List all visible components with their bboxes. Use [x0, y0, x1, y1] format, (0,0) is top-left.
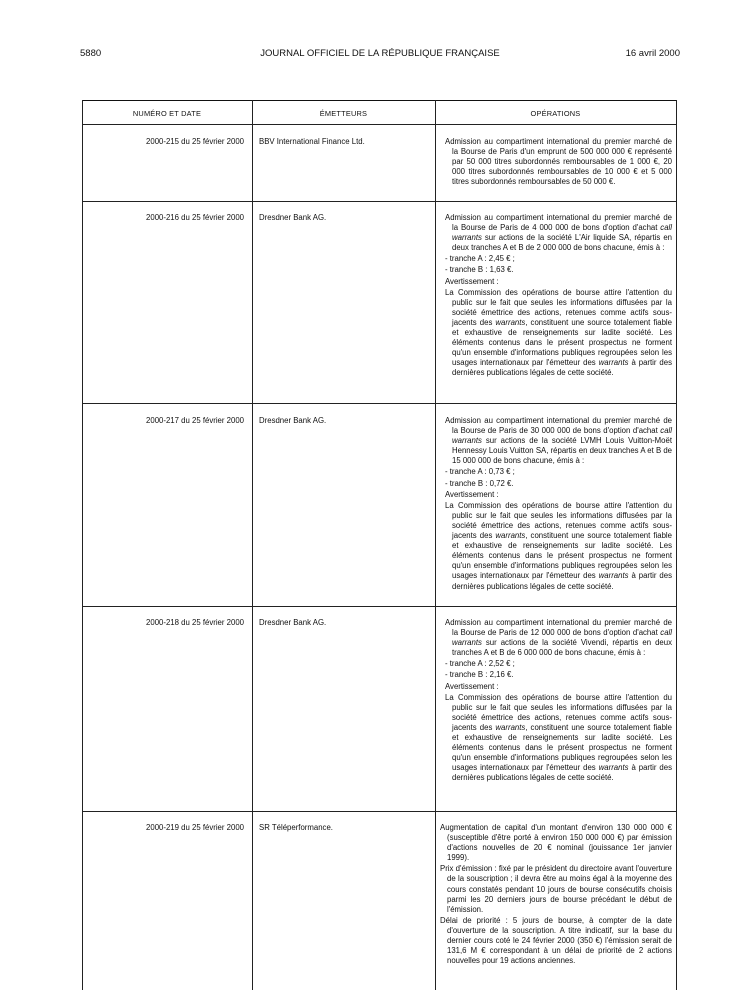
header-row-divider	[82, 124, 677, 125]
tranche-b: - tranche B : 2,16 €.	[445, 670, 514, 680]
tranche-b: - tranche B : 0,72 €.	[445, 478, 514, 488]
column-header-number-date: NUMÉRO ET DATE	[132, 109, 202, 118]
row-operations	[445, 137, 672, 188]
row-divider	[82, 811, 677, 812]
row-number-date: 2000-217 du 25 février 2000	[146, 416, 244, 425]
warning-text: La Commission des opérations de bourse attire l'attention du public sur le fait que seules les informations diffusées par la société émettrice des actions, retenues comme actifs sous-jacents des warrants, constituent une source totalement fiable et exhaustive de renseignements sur ladite société. Les éléments contenus dans le présent prospectus ne forment qu'un ensemble d'informations publiques regroupées selon les usages internationaux par l'émetteur des warrants à partir des dernières publications légales de cette société.	[445, 287, 673, 378]
row-number-date: 2000-219 du 25 février 2000	[146, 823, 244, 832]
row-divider	[82, 201, 677, 202]
tranche-a: - tranche A : 0,73 € ;	[445, 467, 515, 477]
table-top-border	[82, 100, 677, 101]
capital-increase-text: Augmentation de capital d'un montant d'environ 130 000 000 € (susceptible d'être porté à environ 150 000 000 €) par émission d'actions nouvelles de 20 € nominal (jouissance 1er janvier 1999).	[440, 823, 672, 863]
column-header-issuers: ÉMETTEURS	[319, 109, 368, 118]
column-divider-1	[252, 100, 253, 990]
issue-date: 16 avril 2000	[625, 48, 680, 59]
operation-intro: Admission au compartiment international du premier marché de la Bourse de Paris de 30 000 000 de bons d'option d'achat call warrants sur actions de la société LVMH Louis Vuitton-Moët Hennessy Louis Vuitton SA, répartis en deux tranches A et B de 15 000 000 de bons chacune, émis à :	[445, 416, 672, 466]
issue-price-text: Prix d'émission : fixé par le président du directoire avant l'ouverture de la souscription ; il devra être au moins égal à la moyenne des cours constatés pendant 10 jours de bourse consécutifs choisis parmi les 20 derniers jours de bourse précédant le début de l'émission.	[440, 864, 672, 914]
row-issuer: BBV International Finance Ltd.	[259, 137, 365, 146]
warning-text: La Commission des opérations de bourse attire l'attention du public sur le fait que seules les informations diffusées par la société émettrice des actions, retenues comme actifs sous-jacents des warrants, constituent une source totalement fiable et exhaustive de renseignements sur ladite société. Les éléments contenus dans le présent prospectus ne forment qu'un ensemble d'informations publiques regroupées selon les usages internationaux par l'émetteur des warrants à partir des dernières publications légales de cette société.	[445, 500, 673, 591]
warning-label: Avertissement :	[445, 276, 499, 286]
column-divider-2	[435, 100, 436, 990]
row-number-date: 2000-215 du 25 février 2000	[146, 137, 244, 146]
page-header	[80, 48, 680, 62]
operation-intro: Admission au compartiment international du premier marché de la Bourse de Paris de 12 000 000 de bons d'option d'achat call warrants sur actions de la société Vivendi, répartis en deux tranches A et B de 6 000 000 de bons chacune, émis à :	[445, 618, 672, 658]
row-divider	[82, 606, 677, 607]
operation-intro: Admission au compartiment international du premier marché de la Bourse de Paris de 4 000 000 de bons d'option d'achat call warrants sur actions de la société L'Air liquide SA, répartis en deux tranches A et B de 2 000 000 de bons chacune, émis à :	[445, 213, 672, 253]
column-header-operations: OPÉRATIONS	[530, 109, 581, 118]
row-number-date: 2000-218 du 25 février 2000	[146, 618, 244, 627]
tranche-b: - tranche B : 1,63 €.	[445, 265, 514, 275]
row-number-date: 2000-216 du 25 février 2000	[146, 213, 244, 222]
operation-text: Admission au compartiment international du premier marché de la Bourse de Paris d'un emprunt de 500 000 000 € représenté par 50 000 titres subordonnés remboursables de 1 000 €, 20 000 titres subordonnés remboursables de 10 000 € et 5 000 titres subordonnés remboursables de 50 000 €.	[445, 137, 672, 187]
warning-label: Avertissement :	[445, 489, 499, 499]
row-issuer: Dresdner Bank AG.	[259, 618, 327, 627]
row-operations	[445, 416, 672, 593]
table-border-right	[676, 100, 677, 990]
priority-period-text: Délai de priorité : 5 jours de bourse, à compter de la date d'ouverture de la souscription. A titre indicatif, sur la base du dernier cours coté le 24 février 2000 (350 €) l'émission serait de 131,6 M € correspondant à un délai de priorité de 2 actions nouvelles pour 19 actions anciennes.	[440, 915, 672, 966]
journal-title: JOURNAL OFFICIEL DE LA RÉPUBLIQUE FRANÇAISE	[260, 48, 500, 59]
warning-text: La Commission des opérations de bourse attire l'attention du public sur le fait que seules les informations diffusées par la société émettrice des actions, retenues comme actifs sous-jacents des warrants, constituent une source totalement fiable et exhaustive de renseignements sur ladite société. Les éléments contenus dans le présent prospectus ne forment qu'un ensemble d'informations publiques regroupées selon les usages internationaux par l'émetteur des warrants à partir des dernières publications légales de cette société.	[445, 692, 673, 783]
row-issuer: SR Téléperformance.	[259, 823, 333, 832]
tranche-a: - tranche A : 2,45 € ;	[445, 254, 515, 264]
row-issuer: Dresdner Bank AG.	[259, 213, 327, 222]
row-operations	[440, 823, 672, 967]
warning-label: Avertissement :	[445, 681, 499, 691]
tranche-a: - tranche A : 2,52 € ;	[445, 659, 515, 669]
row-operations	[445, 618, 672, 785]
row-issuer: Dresdner Bank AG.	[259, 416, 327, 425]
row-operations	[445, 213, 672, 380]
table-border-left	[82, 100, 83, 990]
row-divider	[82, 403, 677, 404]
page-number: 5880	[80, 48, 102, 59]
operations-table	[82, 100, 677, 990]
